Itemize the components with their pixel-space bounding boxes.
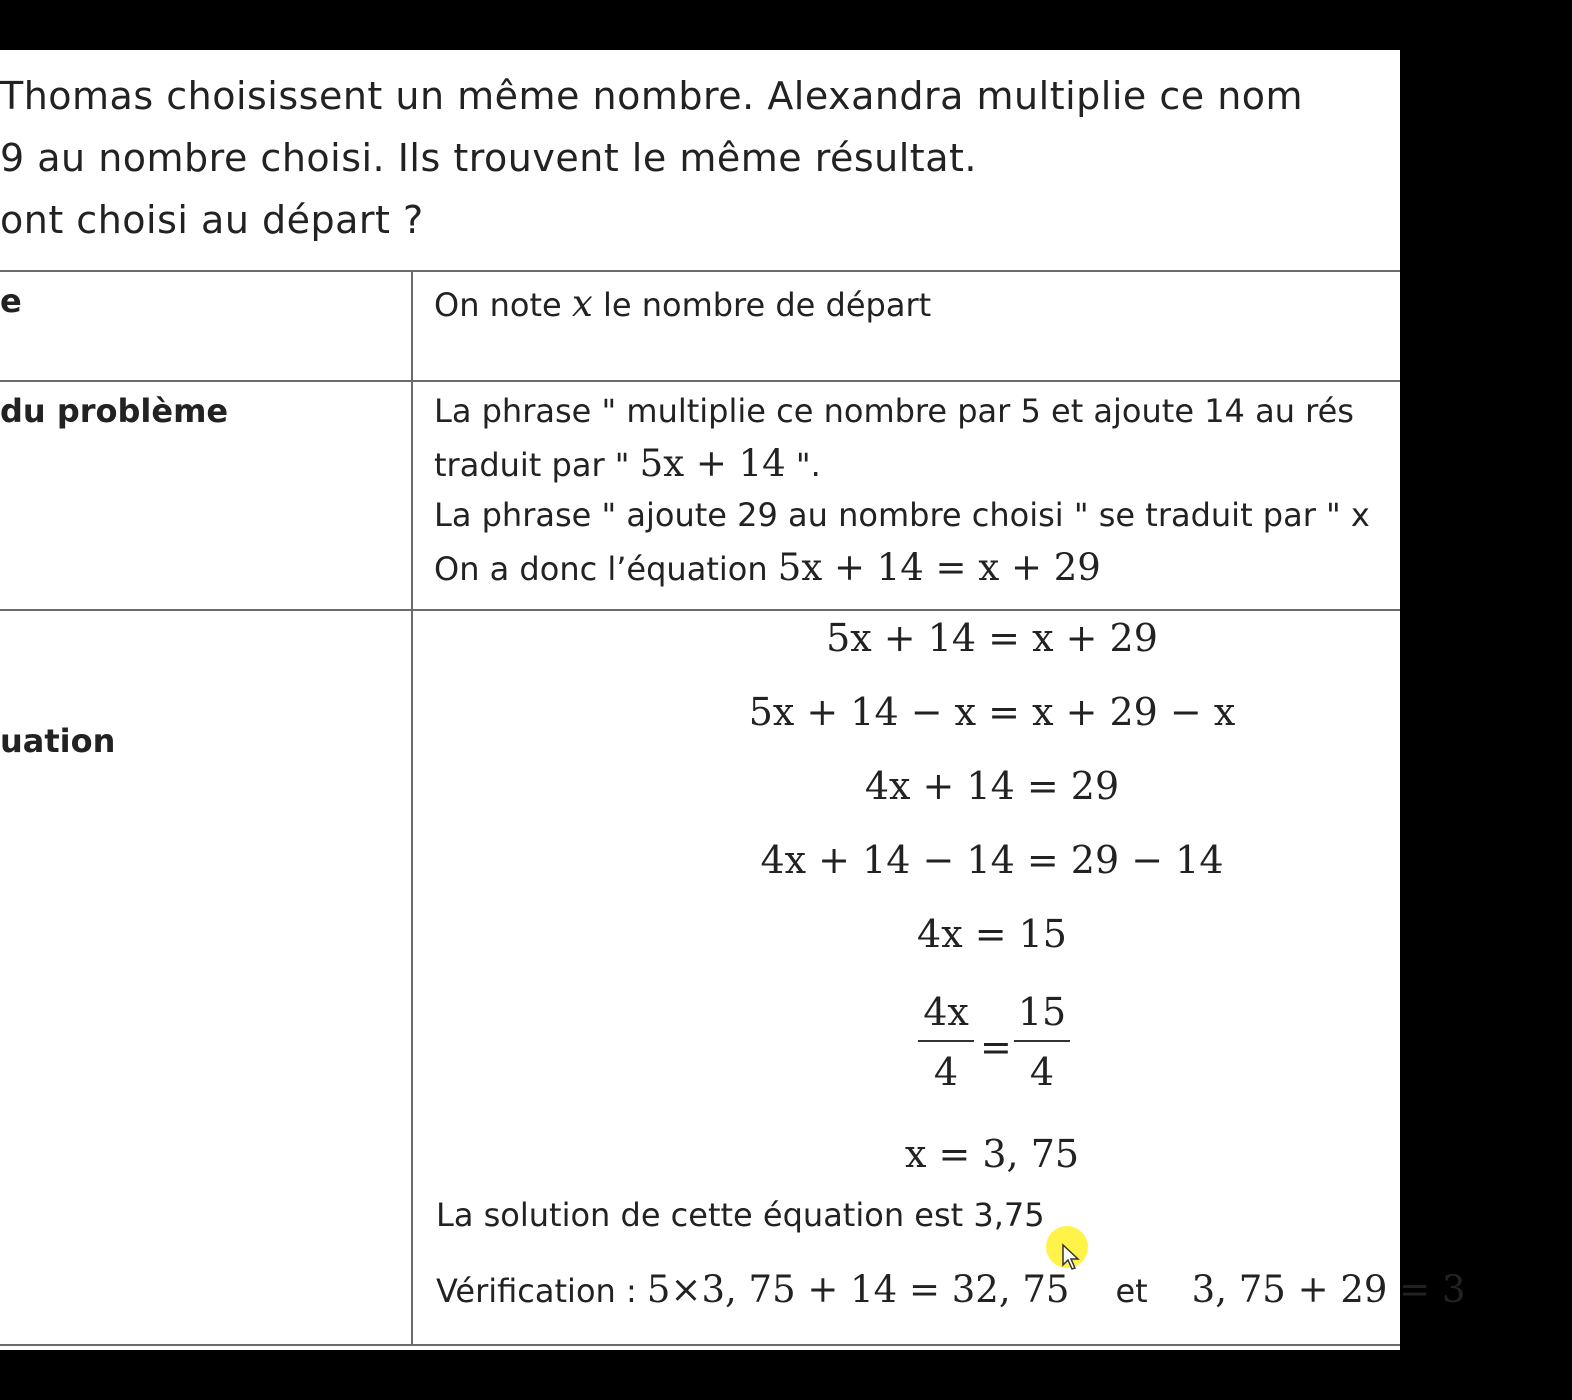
equation-result: x = 3, 75 (904, 1132, 1080, 1176)
problem-line-3: ont choisi au départ ? (0, 198, 424, 242)
equation-step-2: 5x + 14 − x = x + 29 − x (748, 690, 1236, 734)
mouse-pointer-icon (1062, 1244, 1080, 1270)
verification-label: Vérification : (436, 1272, 647, 1310)
equation-step-3: 4x + 14 = 29 (864, 764, 1120, 808)
document-page (0, 50, 1466, 1350)
row-divider-2 (0, 609, 1400, 611)
row-1-label: e (0, 282, 22, 320)
variable-x: x (571, 282, 593, 325)
equation-step-4: 4x + 14 − 14 = 29 − 14 (760, 838, 1224, 882)
equation-step-5: 4x = 15 (917, 912, 1067, 956)
verification-math-2: 3, 75 + 29 = 3 (1191, 1268, 1466, 1311)
fraction-left-numerator: 4x (918, 990, 974, 1042)
table-top-border (0, 270, 1400, 272)
fraction-equals: = (980, 1025, 1012, 1069)
row-divider-1 (0, 380, 1400, 382)
verification-line (436, 1268, 1466, 1311)
problem-line-1: Thomas choisissent un même nombre. Alexandra multiplie ce nom (0, 74, 1304, 118)
equation-step-1: 5x + 14 = x + 29 (826, 616, 1158, 660)
row-1-text: On note x le nombre de départ (434, 282, 932, 325)
row-2-line-2: traduit par " 5x + 14 ". (434, 442, 821, 485)
table-bottom-border (0, 1344, 1400, 1346)
row-2-line-4: On a donc l’équation 5x + 14 = x + 29 (434, 546, 1101, 589)
fraction-left-denominator: 4 (933, 1050, 959, 1094)
row-2-label: du problème (0, 392, 229, 430)
verification-et: et (1115, 1272, 1148, 1310)
fraction-right-denominator: 4 (1029, 1050, 1055, 1094)
verification-math-1: 5×3, 75 + 14 = 32, 75 (646, 1268, 1070, 1311)
row-3-label: uation (0, 722, 116, 760)
fraction-right-numerator: 15 (1014, 990, 1070, 1042)
fraction-left (918, 990, 974, 1094)
fraction-right (1014, 990, 1070, 1094)
problem-line-2: 9 au nombre choisi. Ils trouvent le même résultat. (0, 136, 977, 180)
row-2-line-1: La phrase " multiplie ce nombre par 5 et ajoute 14 au rés (434, 392, 1354, 430)
row-2-line-3: La phrase " ajoute 29 au nombre choisi " se traduit par " x (434, 496, 1370, 534)
solution-text: La solution de cette équation est 3,75 (436, 1196, 1045, 1234)
column-divider (411, 270, 413, 1346)
